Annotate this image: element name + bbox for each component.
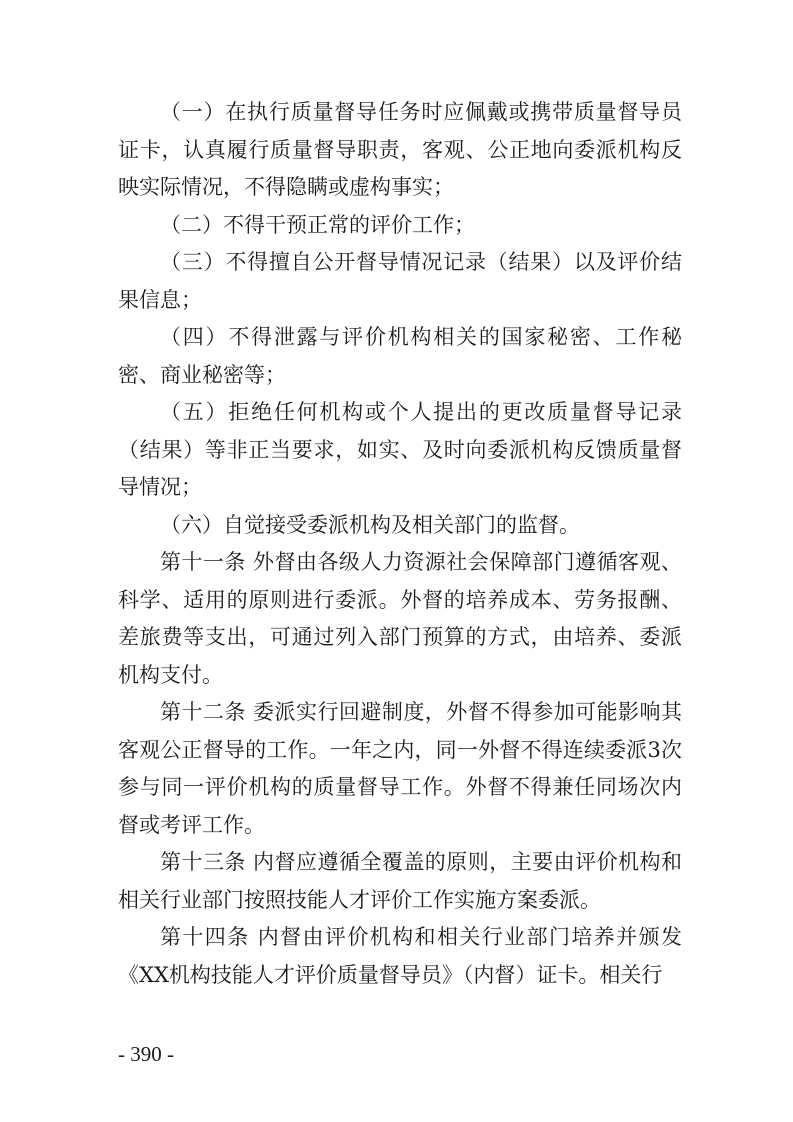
clause-4: （四）不得泄露与评价机构相关的国家秘密、工作秘密、商业秘密等； xyxy=(118,325,682,387)
article-13: 第十三条 内督应遵循全覆盖的原则，主要由评价机构和相关行业部门按照技能人才评价工作实施方案委派。 xyxy=(118,850,682,912)
clause-2: （二）不得干预正常的评价工作； xyxy=(160,212,475,237)
page-number: - 390 - xyxy=(118,1042,174,1066)
article-12: 第十二条 委派实行回避制度，外督不得参加可能影响其客观公正督导的工作。一年之内，同一外督不得连续委派3次参与同一评价机构的质量督导工作。外督不得兼任同场次内督或考评工作。 xyxy=(118,700,682,837)
clause-1: （一）在执行质量督导任务时应佩戴或携带质量督导员证卡，认真履行质量督导职责，客观、公正地向委派机构反映实际情况，不得隐瞒或虚构事实； xyxy=(118,100,682,199)
article-11: 第十一条 外督由各级人力资源社会保障部门遵循客观、科学、适用的原则进行委派。外督的培养成本、劳务报酬、差旅费等支出，可通过列入部门预算的方式，由培养、委派机构支付。 xyxy=(118,550,682,687)
article-14: 第十四条 内督由评价机构和相关行业部门培养并颁发《XX机构技能人才评价质量督导员》（内督）证卡。相关行 xyxy=(118,925,682,987)
clause-5: （五）拒绝任何机构或个人提出的更改质量督导记录（结果）等非正当要求，如实、及时向委派机构反馈质量督导情况； xyxy=(118,400,682,499)
clause-3: （三）不得擅自公开督导情况记录（结果）以及评价结果信息； xyxy=(118,250,682,312)
clause-6: （六）自觉接受委派机构及相关部门的监督。 xyxy=(160,512,580,537)
body-text xyxy=(118,94,682,994)
